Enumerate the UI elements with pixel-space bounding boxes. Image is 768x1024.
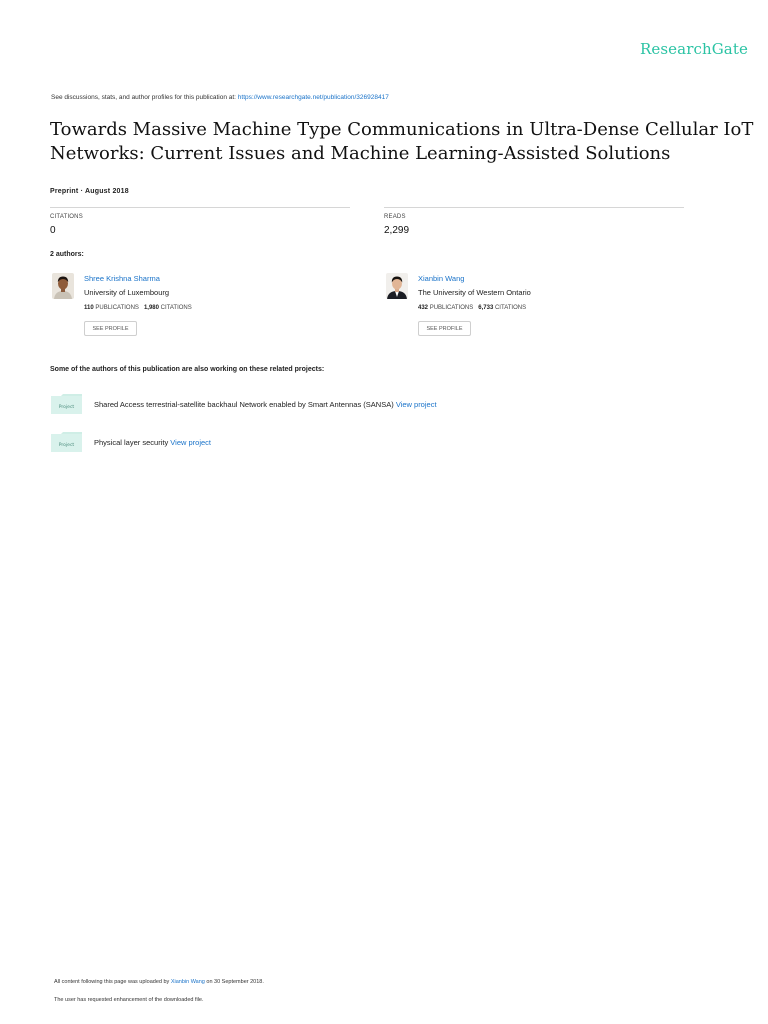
project-item-sansa <box>94 400 437 409</box>
author-affiliation-wang: The University of Western Ontario <box>418 288 531 297</box>
upload-note <box>54 979 264 985</box>
author-stats-wang <box>418 305 526 311</box>
project-title: Shared Access terrestrial-satellite backhaul Network enabled by Smart Antennas (SANSA) <box>94 400 396 409</box>
reads-label: READS <box>384 214 406 220</box>
project-folder-icon[interactable] <box>51 394 82 414</box>
pub-label: PUBLICATIONS <box>95 305 139 311</box>
pub-label: PUBLICATIONS <box>429 305 474 311</box>
pub-count: 110 <box>84 305 94 311</box>
discussion-note <box>51 94 389 101</box>
title-line-2: Networks: Current Issues and Machine Learning-Assisted Solutions <box>50 143 671 164</box>
project-title: Physical layer security <box>94 438 171 447</box>
see-profile-button-sharma[interactable]: SEE PROFILE <box>84 321 137 336</box>
publication-meta: Preprint · August 2018 <box>50 188 129 195</box>
publication-link[interactable]: https://www.researchgate.net/publication/326928417 <box>237 94 389 101</box>
project-item-physical-layer <box>94 438 211 447</box>
pub-count: 432 <box>418 305 429 311</box>
view-project-link[interactable]: View project <box>395 400 437 409</box>
uploader-link[interactable]: Xianbin Wang <box>170 979 205 985</box>
enhancement-note: The user has requested enhancement of the downloaded file. <box>54 997 204 1003</box>
cite-count: 6,733 <box>478 305 494 311</box>
author-stats-sharma <box>84 305 192 311</box>
avatar-wang[interactable] <box>386 273 408 299</box>
cite-label: CITATIONS <box>494 305 527 311</box>
author-name-wang[interactable]: Xianbin Wang <box>418 274 465 283</box>
author-affiliation-sharma: University of Luxembourg <box>84 288 170 297</box>
reads-divider <box>384 207 684 208</box>
discussion-text: See discussions, stats, and author profiles for this publication at: <box>51 94 238 101</box>
avatar-sharma[interactable] <box>52 273 74 299</box>
title-line-1: Towards Massive Machine Type Communications in Ultra-Dense Cellular IoT <box>50 119 754 140</box>
upload-suffix: on 30 September 2018. <box>204 979 264 985</box>
publication-title <box>50 118 754 166</box>
author-name-sharma[interactable]: Shree Krishna Sharma <box>84 274 160 283</box>
reads-value: 2,299 <box>384 225 410 236</box>
upload-prefix: All content following this page was uploaded by <box>54 979 171 985</box>
cite-count: 1,980 <box>143 305 159 311</box>
see-profile-button-wang[interactable]: SEE PROFILE <box>418 321 471 336</box>
authors-heading: 2 authors: <box>50 251 84 258</box>
citations-label: CITATIONS <box>50 214 83 220</box>
view-project-link[interactable]: View project <box>170 438 211 447</box>
cite-label: CITATIONS <box>160 305 192 311</box>
researchgate-logo[interactable]: ResearchGate <box>640 40 748 58</box>
citations-value: 0 <box>50 225 56 236</box>
related-projects-heading: Some of the authors of this publication are also working on these related projects: <box>50 366 325 373</box>
project-icon-label: Project <box>58 443 75 448</box>
citations-divider <box>50 207 350 208</box>
project-folder-icon[interactable] <box>51 432 82 452</box>
project-icon-label: Project <box>58 405 75 410</box>
